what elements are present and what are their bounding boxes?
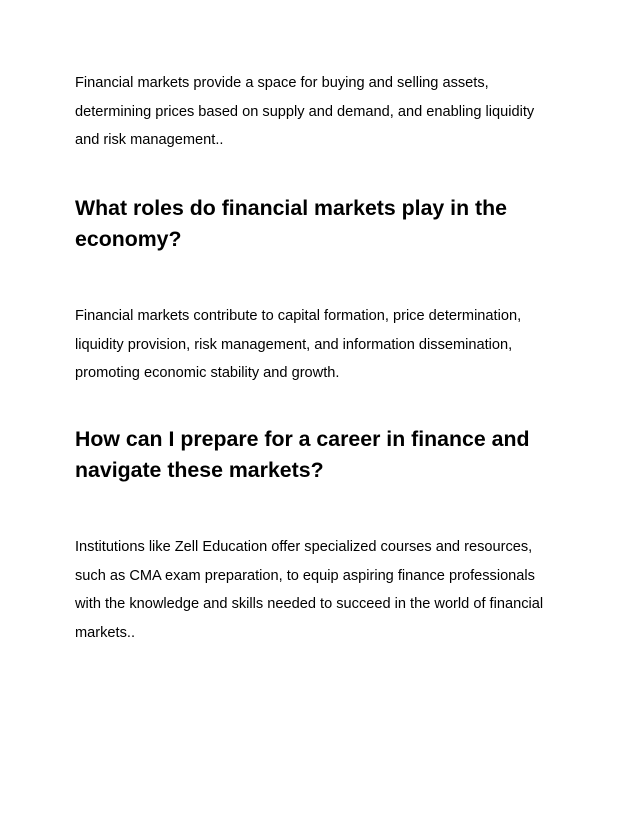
paragraph-line: such as CMA exam preparation, to equip aspiring finance professionals [75, 567, 535, 584]
career-paragraph [75, 533, 575, 647]
section-heading-career [75, 424, 575, 486]
paragraph-line: Financial markets provide a space for buying and selling assets, [75, 75, 489, 91]
paragraph-line: and risk management.. [75, 132, 224, 148]
heading-line: What roles do financial markets play in the [75, 196, 507, 220]
roles-paragraph [75, 302, 575, 388]
paragraph-line: Financial markets contribute to capital formation, price determination, [75, 308, 522, 324]
paragraph-line: liquidity provision, risk management, and information dissemination, [75, 336, 513, 353]
heading-line: navigate these markets? [75, 458, 324, 482]
intro-paragraph [75, 69, 575, 155]
paragraph-line: with the knowledge and skills needed to succeed in the world of financial [75, 596, 544, 612]
paragraph-line: markets.. [75, 624, 136, 641]
heading-line: economy? [75, 227, 182, 251]
section-heading-roles [75, 193, 575, 255]
heading-line: How can I prepare for a career in finance and [75, 427, 530, 451]
paragraph-line: determining prices based on supply and demand, and enabling liquidity [75, 103, 535, 120]
paragraph-line: promoting economic stability and growth. [75, 365, 340, 381]
paragraph-line: Institutions like Zell Education offer specialized courses and resources, [75, 539, 533, 555]
